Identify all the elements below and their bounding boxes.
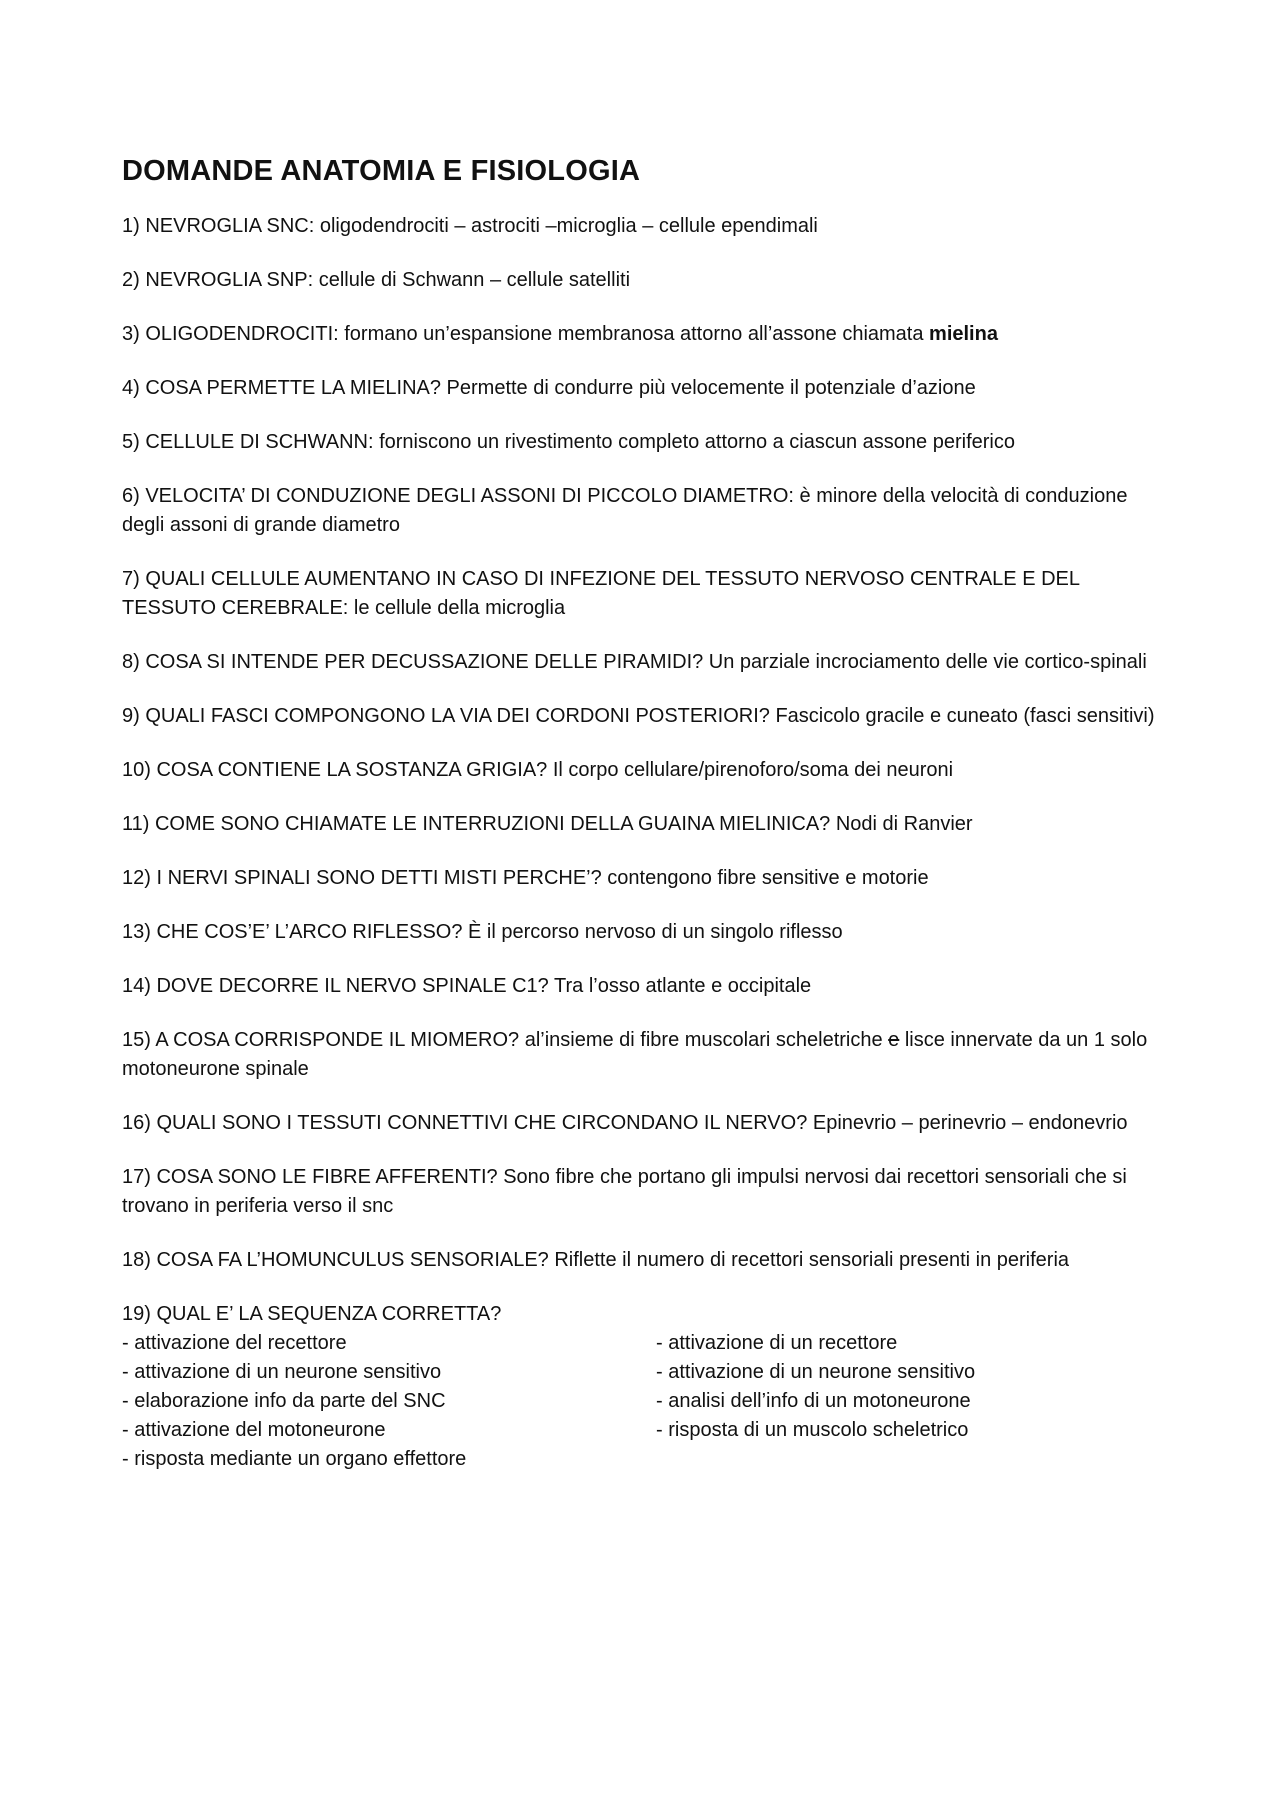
question-text: 16) QUALI SONO I TESSUTI CONNETTIVI CHE CIRCONDANO IL NERVO? Epinevrio – perinevrio – endonevrio	[122, 1112, 1128, 1134]
question-text: 3) OLIGODENDROCITI: formano un’espansione membranosa attorno all’assone chiamata	[122, 323, 930, 345]
question-item	[122, 374, 1162, 403]
question-item	[122, 1163, 1162, 1221]
sequence-step: - elaborazione info da parte del SNC	[122, 1390, 446, 1412]
question-item	[122, 1109, 1162, 1138]
sequence-columns	[122, 1329, 1162, 1474]
sequence-left-column	[122, 1329, 656, 1474]
question-text: 14) DOVE DECORRE IL NERVO SPINALE C1? Tra l’osso atlante e occipitale	[122, 975, 812, 997]
question-item	[122, 810, 1162, 839]
question-item	[122, 702, 1162, 731]
question-item	[122, 482, 1162, 540]
question-text: 11) COME SONO CHIAMATE LE INTERRUZIONI DELLA GUAINA MIELINICA? Nodi di Ranvier	[122, 813, 973, 835]
sequence-step: - attivazione di un neurone sensitivo	[122, 1361, 442, 1383]
question-text: 9) QUALI FASCI COMPONGONO LA VIA DEI CORDONI POSTERIORI? Fascicolo gracile e cuneato (fasci sensitivi)	[122, 705, 1155, 727]
sequence-step: - attivazione di un recettore	[656, 1332, 898, 1354]
document-title: DOMANDE ANATOMIA E FISIOLOGIA	[122, 155, 641, 187]
question-text: 7) QUALI CELLULE AUMENTANO IN CASO DI INFEZIONE DEL TESSUTO NERVOSO CENTRALE E DEL TESSUTO CEREBRALE: le cellule della microglia	[122, 568, 1080, 619]
question-text: 15) A COSA CORRISPONDE IL MIOMERO? al’insieme di fibre muscolari scheletriche	[122, 1029, 889, 1051]
sequence-step: - attivazione del motoneurone	[122, 1419, 386, 1441]
question-text: 2) NEVROGLIA SNP: cellule di Schwann – cellule satelliti	[122, 269, 631, 291]
question-item	[122, 320, 1162, 349]
question-text: 10) COSA CONTIENE LA SOSTANZA GRIGIA? Il corpo cellulare/pirenoforo/soma dei neuroni	[122, 759, 954, 781]
question-item	[122, 972, 1162, 1001]
sequence-step: - risposta di un muscolo scheletrico	[656, 1419, 969, 1441]
question-item	[122, 266, 1162, 295]
sequence-question-text: 19) QUAL E’ LA SEQUENZA CORRETTA?	[122, 1303, 502, 1325]
question-item	[122, 648, 1162, 677]
question-text: 6) VELOCITA’ DI CONDUZIONE DEGLI ASSONI DI PICCOLO DIAMETRO: è minore della velocità di conduzione degli assoni di grande diametro	[122, 485, 1128, 536]
sequence-step: - attivazione di un neurone sensitivo	[656, 1361, 976, 1383]
sequence-step: - risposta mediante un organo effettore	[122, 1448, 467, 1470]
question-text: 17) COSA SONO LE FIBRE AFFERENTI? Sono fibre che portano gli impulsi nervosi dai recettori sensoriali che si trovano in periferia verso il snc	[122, 1166, 1127, 1217]
question-text-continued: lisce innervate da un 1 solo motoneurone spinale	[122, 1029, 1148, 1080]
question-item	[122, 212, 1162, 241]
struck-character: e	[888, 1029, 900, 1051]
sequence-step: - analisi dell’info di un motoneurone	[656, 1390, 971, 1412]
question-text: 4) COSA PERMETTE LA MIELINA? Permette di condurre più velocemente il potenziale d’azione	[122, 377, 976, 399]
sequence-step: - attivazione del recettore	[122, 1332, 347, 1354]
sequence-right-column	[656, 1329, 1156, 1474]
question-item	[122, 918, 1162, 947]
question-item	[122, 756, 1162, 785]
question-text: 1) NEVROGLIA SNC: oligodendrociti – astrociti –microglia – cellule ependimali	[122, 215, 818, 237]
question-text: 5) CELLULE DI SCHWANN: forniscono un rivestimento completo attorno a ciascun assone periferico	[122, 431, 1015, 453]
question-item	[122, 565, 1162, 623]
question-item	[122, 864, 1162, 893]
question-item	[122, 1026, 1162, 1084]
question-item	[122, 1246, 1162, 1275]
question-list	[122, 212, 1162, 1275]
question-text: 13) CHE COS’E’ L’ARCO RIFLESSO? È il percorso nervoso di un singolo riflesso	[122, 921, 843, 943]
question-text: 12) I NERVI SPINALI SONO DETTI MISTI PERCHE’? contengono fibre sensitive e motorie	[122, 867, 929, 889]
question-item	[122, 428, 1162, 457]
document-page	[122, 155, 1162, 1474]
sequence-question	[122, 1300, 1162, 1474]
question-text: 18) COSA FA L’HOMUNCULUS SENSORIALE? Riflette il numero di recettori sensoriali presenti in periferia	[122, 1249, 1070, 1271]
question-text: 8) COSA SI INTENDE PER DECUSSAZIONE DELLE PIRAMIDI? Un parziale incrociamento delle vie cortico-spinali	[122, 651, 1147, 673]
bold-term: mielina	[929, 323, 998, 345]
